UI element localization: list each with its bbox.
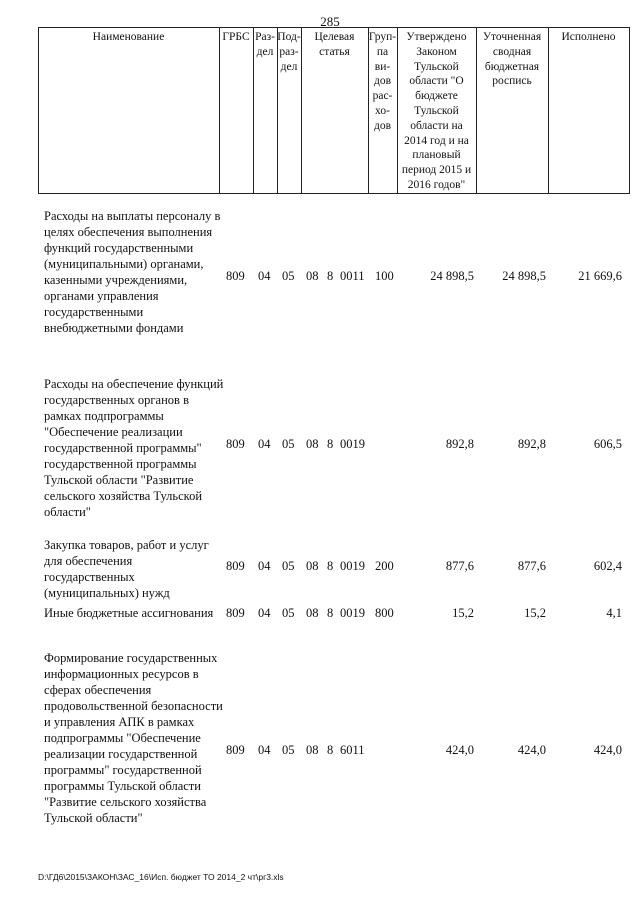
row-utverzhdeno: 892,8 xyxy=(445,437,474,451)
row-utverzhdeno: 424,0 xyxy=(445,743,474,757)
header-ispolneno: Исполнено xyxy=(561,31,616,43)
row-podrazdel: 05 xyxy=(282,269,295,283)
row-utverzhdeno: 24 898,5 xyxy=(430,269,474,283)
row-gruppa: 200 xyxy=(375,559,394,573)
row-utochnennaya: 15,2 xyxy=(524,606,546,620)
row-razdel: 04 xyxy=(258,437,271,451)
row-ts-program: 08 xyxy=(306,606,319,620)
row-name: Иные бюджетные ассигнования xyxy=(44,606,214,620)
header-top-border xyxy=(38,27,630,28)
file-path-footer: D:\ГД6\2015\ЗАКОН\ЗАС_16\Исп. бюджет ТО 2014_2 чт\рг3.xls xyxy=(38,872,284,882)
row-podrazdel: 05 xyxy=(282,559,295,573)
row-grbs: 809 xyxy=(226,606,245,620)
row-name: Расходы на обеспечение функций государственных органов в рамках подпрограммы "Обеспечение реализации государственной программы" государственной программы Тульской области "Развитие сельского хозяйства Тульской области" xyxy=(44,377,224,519)
col-divider xyxy=(548,27,549,193)
row-ispolneno: 424,0 xyxy=(593,743,622,757)
header-razdel: Раз- дел xyxy=(255,31,275,58)
header-podrazdel: Под- раз- дел xyxy=(277,31,301,73)
row-ts-subprogram: 8 xyxy=(327,743,334,757)
row-ts-program: 08 xyxy=(306,743,319,757)
row-gruppa: 800 xyxy=(375,606,394,620)
row-razdel: 04 xyxy=(258,559,271,573)
header-utochnennaya: Уточненная сводная бюджетная роспись xyxy=(482,31,542,88)
row-grbs: 809 xyxy=(226,743,245,757)
row-razdel: 04 xyxy=(258,269,271,283)
header-bottom-border xyxy=(38,193,630,194)
row-ts-code: 0011 xyxy=(340,269,365,283)
row-name: Расходы на выплаты персоналу в целях обеспечения выполнения функций государственными (муниципальными) органами, казенными учреждениями, органами управления государственными внебюджетными фондами xyxy=(44,209,221,335)
row-ispolneno: 606,5 xyxy=(593,437,622,451)
header-tselevaya-statya: Целевая статья xyxy=(314,31,355,58)
row-ts-program: 08 xyxy=(306,437,319,451)
row-ispolneno: 21 669,6 xyxy=(578,269,622,283)
row-ts-code: 0019 xyxy=(340,606,365,620)
row-ispolneno: 602,4 xyxy=(593,559,622,573)
row-utochnennaya: 24 898,5 xyxy=(502,269,546,283)
row-podrazdel: 05 xyxy=(282,437,295,451)
col-divider xyxy=(629,27,630,193)
row-name: Закупка товаров, работ и услуг для обеспечения государственных (муниципальных) нужд xyxy=(44,538,209,600)
row-ts-subprogram: 8 xyxy=(327,559,334,573)
header-gruppa: Груп- па ви- дов рас- хо- дов xyxy=(368,31,397,132)
row-ts-code: 0019 xyxy=(340,437,365,451)
row-razdel: 04 xyxy=(258,743,271,757)
row-utochnennaya: 424,0 xyxy=(517,743,546,757)
header-utverzhdeno: Утверждено Законом Тульской области "О бюджете Тульской области на 2014 год и на плановый период 2015 и 2016 годов" xyxy=(401,31,472,191)
row-ts-program: 08 xyxy=(306,269,319,283)
header-grbs: ГРБС xyxy=(222,31,250,43)
row-podrazdel: 05 xyxy=(282,743,295,757)
row-utochnennaya: 892,8 xyxy=(517,437,546,451)
row-utverzhdeno: 15,2 xyxy=(452,606,474,620)
row-ts-code: 0019 xyxy=(340,559,365,573)
row-ts-subprogram: 8 xyxy=(327,269,334,283)
row-grbs: 809 xyxy=(226,437,245,451)
row-utochnennaya: 877,6 xyxy=(517,559,546,573)
page-number: 285 xyxy=(320,14,340,29)
col-divider xyxy=(219,27,220,193)
row-grbs: 809 xyxy=(226,559,245,573)
row-ts-subprogram: 8 xyxy=(327,606,334,620)
header-name: Наименование xyxy=(92,31,165,43)
row-ispolneno: 4,1 xyxy=(606,606,622,620)
row-ts-code: 6011 xyxy=(340,743,365,757)
row-name: Формирование государственных информационных ресурсов в сферах обеспечения продовольственной безопасности и управления АПК в рамках подпрограммы "Обеспечение реализации государственной программы" государственной программы Тульской области "Развитие сельского хозяйства Тульской области" xyxy=(44,651,223,825)
col-divider xyxy=(38,27,39,193)
row-grbs: 809 xyxy=(226,269,245,283)
row-podrazdel: 05 xyxy=(282,606,295,620)
row-ts-program: 08 xyxy=(306,559,319,573)
row-gruppa: 100 xyxy=(375,269,394,283)
row-ts-subprogram: 8 xyxy=(327,437,334,451)
row-utverzhdeno: 877,6 xyxy=(445,559,474,573)
row-razdel: 04 xyxy=(258,606,271,620)
